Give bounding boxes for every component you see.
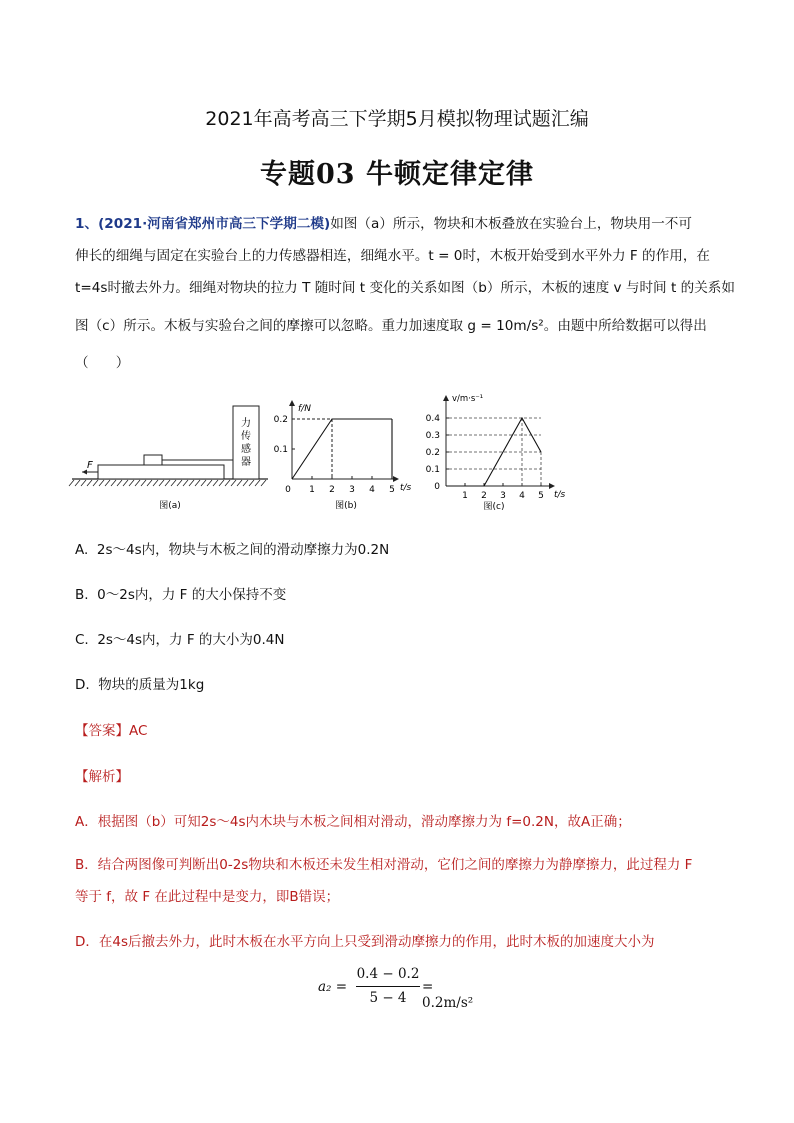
figure-c-ylabel: v/m·s⁻¹ — [452, 394, 484, 404]
figure-a-ground — [69, 479, 268, 486]
option-a — [75, 538, 389, 558]
figure-c-xtick-label: 4 — [519, 491, 525, 501]
figure-b — [273, 395, 415, 517]
figure-a-board — [98, 465, 224, 479]
ground-hatch-line — [75, 480, 80, 486]
figure-a-sensor — [233, 406, 259, 479]
ground-hatch-line — [249, 480, 254, 486]
analysis-b-1: B．结合两图像可判断出0-2s物块和木板还未发生相对滑动，它们之间的摩擦力为静摩擦力，此过程力 F — [75, 857, 693, 873]
analysis-a: A．根据图（b）可知2s～4s内木块与木板之间相对滑动，滑动摩擦力为 f=0.2N，故A正确； — [75, 814, 631, 830]
figure-c-ytick-label: 0.4 — [425, 414, 440, 424]
option-a-text: 2s～4s内，物块与木板之间的滑动摩擦力为0.2N — [96, 542, 390, 558]
ground-hatch-line — [123, 480, 128, 486]
option-d-text: 物块的质量为1kg — [98, 677, 205, 693]
question-line-4: 图（c）所示。木板与实验台之间的摩擦可以忽略。重力加速度取 g = 10m/s²。由题中所给数据可以得出 — [75, 318, 707, 334]
option-b-text: 0～2s内，力 F 的大小保持不变 — [97, 587, 287, 603]
question-text-1: 如图（a）所示，物块和木板叠放在实验台上，物块用一不可 — [330, 216, 692, 232]
ground-hatch-line — [195, 480, 200, 486]
ground-hatch-line — [225, 480, 230, 486]
figure-b-xtick-label: 0 — [285, 485, 291, 495]
formula-denominator: 5 − 4 — [369, 990, 407, 1006]
question-line-2: 伸长的细绳与固定在实验台上的力传感器相连，细绳水平。t = 0时，木板开始受到水平外力 F 的作用，在 — [75, 248, 711, 264]
ground-hatch-line — [69, 480, 74, 486]
ground-hatch-line — [105, 480, 110, 486]
figure-b-xlabel: t/s — [400, 483, 412, 493]
sensor-label-4: 器 — [241, 457, 251, 468]
formula-rhs: = 0.2m/s² — [422, 979, 474, 1011]
figure-c-ytick-label: 0.1 — [425, 465, 440, 475]
option-b-letter: B. — [75, 587, 89, 603]
answer-label: 【答案】 — [75, 723, 129, 739]
ground-hatch-line — [99, 480, 104, 486]
question-line-3: t=4s时撤去外力。细绳对物块的拉力 T 随时间 t 变化的关系如图（b）所示，木板的速度 v 与时间 t 的关系如 — [75, 280, 735, 296]
figure-c-xtick-label: 3 — [500, 491, 506, 501]
option-c-letter: C. — [75, 632, 89, 648]
figure-b-xtick-label: 5 — [389, 485, 395, 495]
ground-hatch-line — [81, 480, 86, 486]
figure-c-ytick-label: 0.3 — [425, 431, 440, 441]
ground-hatch-line — [87, 480, 92, 486]
ground-hatch-line — [147, 480, 152, 486]
ground-hatch-line — [165, 480, 170, 486]
ground-hatch-line — [117, 480, 122, 486]
ground-hatch-line — [141, 480, 146, 486]
option-a-letter: A. — [75, 542, 89, 558]
ground-hatch-line — [219, 480, 224, 486]
option-c — [75, 628, 284, 648]
ground-hatch-line — [93, 480, 98, 486]
analysis-label: 【解析】 — [75, 769, 129, 785]
option-d-letter: D. — [75, 677, 90, 693]
ground-hatch-line — [189, 480, 194, 486]
ground-hatch-line — [171, 480, 176, 486]
figure-b-ytick-label: 0.1 — [273, 445, 288, 455]
ground-hatch-line — [111, 480, 116, 486]
question-number: 1、 — [75, 216, 99, 232]
ground-hatch-line — [231, 480, 236, 486]
figure-a-caption: 图(a) — [159, 501, 181, 511]
figure-c-xtick-label: 1 — [462, 491, 468, 501]
question-source: (2021·河南省郑州市高三下学期二模) — [98, 216, 331, 232]
figure-b-xtick-label: 4 — [369, 485, 375, 495]
analysis-d: D．在4s后撤去外力，此时木板在水平方向上只受到滑动摩擦力的作用，此时木板的加速度大小为 — [75, 934, 655, 950]
ground-hatch-line — [213, 480, 218, 486]
figure-a — [70, 398, 272, 514]
answer-line — [75, 719, 147, 739]
formula — [318, 966, 488, 1010]
question-line-5: （ ） — [75, 355, 130, 371]
figure-b-xtick-label: 3 — [349, 485, 355, 495]
ground-hatch-line — [135, 480, 140, 486]
figure-c-xtick-label: 2 — [481, 491, 487, 501]
figure-b-xtick-label: 1 — [309, 485, 315, 495]
figure-b-ylabel: f/N — [298, 404, 311, 414]
question-line-1 — [75, 212, 692, 232]
option-c-text: 2s～4s内，力 F 的大小为0.4N — [97, 632, 285, 648]
formula-numerator: 0.4 − 0.2 — [356, 966, 420, 982]
figure-c-caption: 图(c) — [483, 502, 505, 512]
analysis-b-2: 等于 f，故 F 在此过程中是变力，即B错误； — [75, 889, 340, 905]
figure-c-ytick-label: 0 — [434, 482, 440, 492]
figure-b-series-line — [292, 419, 392, 479]
figure-b-xtick-label: 2 — [329, 485, 335, 495]
figure-c — [424, 392, 574, 516]
ground-hatch-line — [183, 480, 188, 486]
figure-b-ytick-label: 0.2 — [273, 415, 288, 425]
answer-value: AC — [129, 723, 148, 739]
ground-hatch-line — [153, 480, 158, 486]
option-b — [75, 583, 286, 603]
figure-c-ytick-label: 0.2 — [425, 448, 440, 458]
sensor-label-3: 感 — [241, 444, 251, 455]
option-d — [75, 673, 204, 693]
figure-c-xtick-label: 5 — [538, 491, 544, 501]
ground-hatch-line — [243, 480, 248, 486]
figure-a-block — [144, 455, 162, 465]
fraction-bar — [356, 986, 420, 987]
topic-title: 专题03 牛顿定律定律 — [260, 159, 534, 190]
ground-hatch-line — [129, 480, 134, 486]
ground-hatch-line — [261, 480, 266, 486]
ground-hatch-line — [255, 480, 260, 486]
ground-hatch-line — [159, 480, 164, 486]
figure-c-xlabel: t/s — [554, 490, 566, 500]
sensor-label-2: 传 — [241, 431, 251, 442]
ground-hatch-line — [207, 480, 212, 486]
document-title: 2021年高考高三下学期5月模拟物理试题汇编 — [205, 108, 589, 130]
figure-b-caption: 图(b) — [335, 501, 357, 511]
ground-hatch-line — [201, 480, 206, 486]
sensor-label-1: 力 — [241, 418, 251, 429]
ground-hatch-line — [177, 480, 182, 486]
formula-lhs: a₂ = — [318, 979, 348, 995]
ground-hatch-line — [237, 480, 242, 486]
force-label: F — [87, 460, 93, 471]
